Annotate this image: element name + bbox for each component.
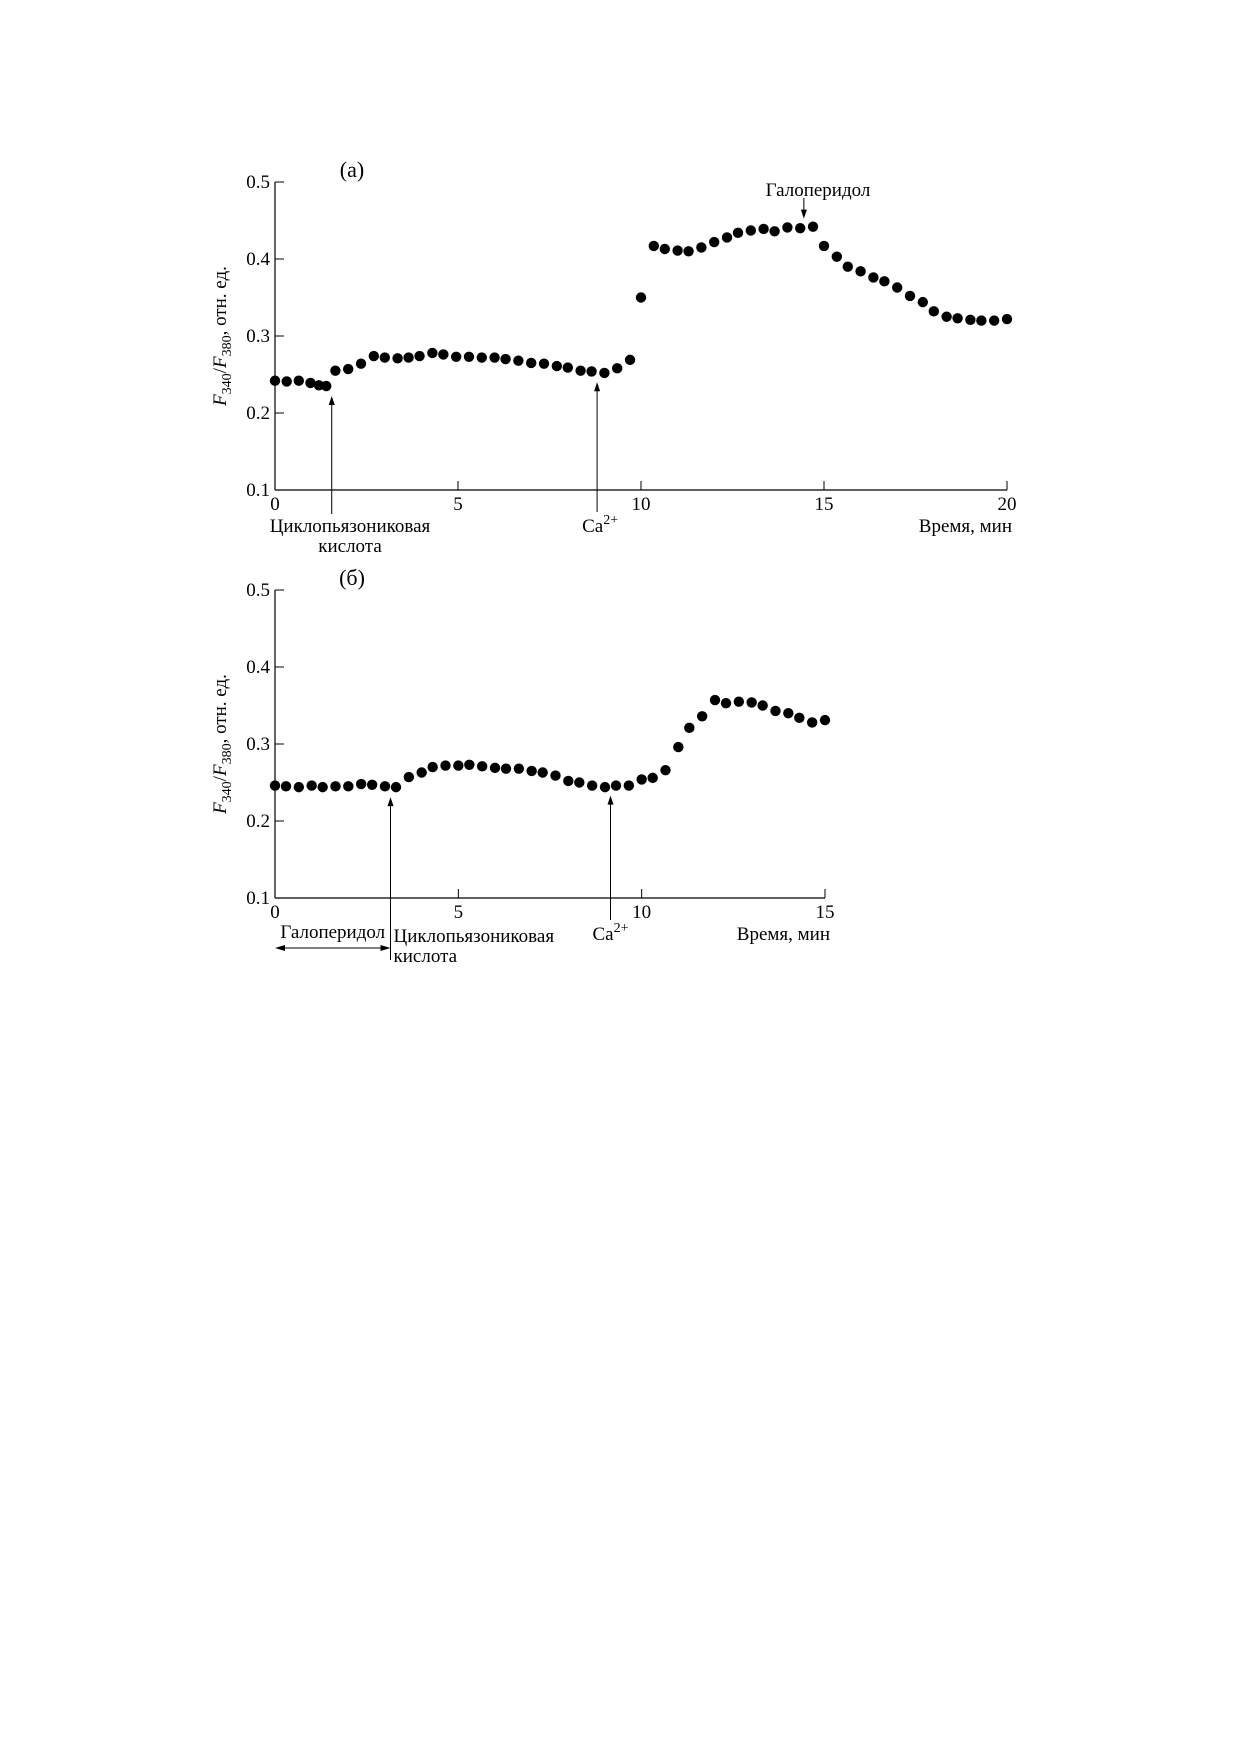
panel-b-ylabel-slash: / <box>210 776 231 782</box>
panel-a-data-point <box>746 225 756 235</box>
panel-a-halo-arrow-head <box>801 210 807 219</box>
panel-b-data-point <box>343 781 353 791</box>
panel-a-y-axis-label <box>210 266 235 407</box>
panel-a-data-point <box>282 376 292 386</box>
panel-a-data-point <box>989 315 999 325</box>
panel-a-y-tick-label: 0.3 <box>246 326 270 347</box>
panel-b-data-point <box>746 697 756 707</box>
panel-a-data-point <box>769 226 779 236</box>
panel-b-data-point <box>501 763 511 773</box>
panel-a-ca-label <box>582 513 618 537</box>
panel-b-data-point <box>636 774 646 784</box>
panel-b-data-point <box>794 713 804 723</box>
panel-a-data-point <box>625 355 635 365</box>
panel-b-ylabel-sub2: 380 <box>220 743 235 765</box>
panel-b-data-point <box>427 762 437 772</box>
panel-a-data-point <box>696 242 706 252</box>
panel-b-x-axis-label: Время, мин <box>736 924 830 945</box>
panel-a-data-point <box>782 222 792 232</box>
panel-a-ylabel-f1: F <box>210 394 231 406</box>
panel-b-data-point <box>537 767 547 777</box>
panel-b-y-axis-label <box>210 674 235 815</box>
panel-b-data-point <box>526 766 536 776</box>
panel-a-chart <box>210 157 1017 557</box>
panel-a-data-point <box>758 224 768 234</box>
panel-b-data-point <box>416 767 426 777</box>
panel-a-y-tick-label: 0.4 <box>246 249 270 270</box>
panel-a-data-point <box>343 364 353 374</box>
panel-a-cpa-label-2: кислота <box>318 536 382 557</box>
panel-b-data-point <box>624 780 634 790</box>
panel-a-y-tick-label: 0.1 <box>246 480 270 501</box>
panel-a-ylabel-rest: , отн. ед. <box>210 266 231 336</box>
panel-b-halo-span-left-head <box>275 945 285 951</box>
panel-b-ylabel-sub1: 340 <box>220 781 235 803</box>
panel-a-data-point <box>649 241 659 251</box>
panel-a-data-point <box>795 223 805 233</box>
panel-a-data-point <box>464 352 474 362</box>
panel-b-data-point <box>673 742 683 752</box>
panel-b-data-point <box>440 760 450 770</box>
panel-a-data-point <box>941 312 951 322</box>
panel-b-data-point <box>697 711 707 721</box>
panel-a-data-point <box>414 351 424 361</box>
panel-b-data-point <box>391 782 401 792</box>
panel-a-data-point <box>356 359 366 369</box>
panel-b-data-point <box>807 717 817 727</box>
panel-b-data-point <box>367 780 377 790</box>
panel-b-data-point <box>783 708 793 718</box>
panel-b-data-point <box>734 696 744 706</box>
panel-a-x-tick-label: 10 <box>631 494 651 515</box>
panel-a-ylabel-sub1: 340 <box>220 373 235 395</box>
panel-b-data-point <box>306 780 316 790</box>
panel-b-cpa-arrow-head <box>388 797 394 806</box>
panel-b-chart <box>210 565 835 967</box>
panel-a-data-point <box>660 244 670 254</box>
panel-a-data-point <box>489 352 499 362</box>
panel-b-data-point <box>281 781 291 791</box>
panel-a-data-point <box>683 246 693 256</box>
panel-b-ca-sup: 2+ <box>613 921 629 936</box>
panel-a-data-point <box>438 349 448 359</box>
panel-a-ylabel-slash: / <box>210 368 231 374</box>
panel-b-x-tick-label: 0 <box>270 902 280 923</box>
panel-a-x-axis-label: Время, мин <box>918 516 1012 537</box>
panel-a-data-point <box>575 365 585 375</box>
panel-a-data-point <box>599 368 609 378</box>
panel-b-y-tick-label: 0.2 <box>246 811 270 832</box>
panel-a-data-point <box>500 354 510 364</box>
panel-a-data-point <box>879 276 889 286</box>
panel-b-data-point <box>770 706 780 716</box>
panel-b-data-point <box>710 695 720 705</box>
panel-a-data-point <box>976 315 986 325</box>
panel-a-data-point <box>843 262 853 272</box>
panel-b-data-point <box>757 700 767 710</box>
panel-a-data-point <box>369 351 379 361</box>
panel-b-ca-arrow-head <box>608 796 614 805</box>
panel-a-data-point <box>952 313 962 323</box>
panel-a-x-tick-label: 5 <box>453 494 463 515</box>
panel-b-data-point <box>574 777 584 787</box>
panel-b-data-point <box>464 760 474 770</box>
panel-a-ylabel-sub2: 380 <box>220 335 235 357</box>
panel-b-x-tick-label: 10 <box>632 902 652 923</box>
panel-b-data-point <box>647 773 657 783</box>
panel-b-data-point <box>356 779 366 789</box>
panel-b-x-tick-label: 5 <box>453 902 464 923</box>
panel-a-data-point <box>539 359 549 369</box>
panel-a-y-tick-label: 0.2 <box>246 403 270 424</box>
panel-b-cpa-label-2: кислота <box>393 946 458 967</box>
panel-a-data-point <box>563 362 573 372</box>
panel-b-y-tick-label: 0.4 <box>246 657 270 678</box>
panel-a-data-point <box>451 352 461 362</box>
panel-b-data-point <box>317 782 327 792</box>
panel-a-data-point <box>427 348 437 358</box>
panel-b-data-point <box>550 770 560 780</box>
panel-b-ylabel-f1: F <box>210 802 231 814</box>
panel-b-y-tick-label: 0.1 <box>246 888 270 909</box>
panel-a-data-point <box>330 365 340 375</box>
panel-a-data-point <box>1002 314 1012 324</box>
panel-b-data-point <box>684 723 694 733</box>
panel-a-data-point <box>733 228 743 238</box>
panel-b-data-point <box>600 782 610 792</box>
panel-a-data-point <box>819 241 829 251</box>
panel-b-data-point <box>490 763 500 773</box>
panel-a-data-point <box>929 306 939 316</box>
panel-a-data-point <box>855 266 865 276</box>
panel-a-data-point <box>380 352 390 362</box>
panel-b-halo-label: Галоперидол <box>280 922 386 943</box>
panel-b-ca-base: Ca <box>592 924 614 945</box>
panel-a-data-point <box>722 232 732 242</box>
panel-a-ca-base: Ca <box>582 516 604 537</box>
panel-b-data-point <box>380 781 390 791</box>
panel-a-data-point <box>672 245 682 255</box>
panel-b-data-point <box>477 761 487 771</box>
panel-a-data-point <box>868 272 878 282</box>
panel-b-halo-span-right-head <box>381 945 391 951</box>
panel-a-data-point <box>403 352 413 362</box>
panel-b-data-point <box>294 782 304 792</box>
panel-a-data-point <box>612 363 622 373</box>
panel-a-data-point <box>905 291 915 301</box>
panel-a-data-point <box>552 361 562 371</box>
panel-a-data-point <box>586 366 596 376</box>
panel-b-data-point <box>270 780 280 790</box>
panel-a-y-tick-label: 0.5 <box>246 172 270 193</box>
panel-a-label: (а) <box>339 157 365 182</box>
panel-a-cpa-label-1: Циклопьязониковая <box>269 516 431 537</box>
panel-a-data-point <box>526 358 536 368</box>
panel-a-x-tick-label: 20 <box>997 494 1017 515</box>
panel-b-y-tick-label: 0.5 <box>246 580 270 601</box>
panel-b-data-point <box>514 763 524 773</box>
panel-b-ylabel-f2: F <box>210 764 231 777</box>
panel-a-data-point <box>321 381 331 391</box>
panel-b-data-point <box>660 765 670 775</box>
panel-a-halo-label: Галоперидол <box>765 180 871 201</box>
panel-b-data-point <box>404 772 414 782</box>
panel-b-y-tick-label: 0.3 <box>246 734 270 755</box>
panel-a-data-point <box>392 353 402 363</box>
panel-a-data-point <box>513 355 523 365</box>
panel-a-cpa-arrow-head <box>329 396 335 405</box>
panel-a-data-point <box>808 221 818 231</box>
panel-a-ylabel-f2: F <box>210 356 231 369</box>
panel-b-ylabel-rest: , отн. ед. <box>210 674 231 744</box>
panel-a-ca-arrow-head <box>594 382 600 391</box>
panel-b-x-tick-label: 15 <box>815 902 835 923</box>
panel-b-ca-label <box>593 921 629 945</box>
panel-a-data-point <box>965 315 975 325</box>
panel-b-data-point <box>330 781 340 791</box>
panel-a-data-point <box>477 352 487 362</box>
panel-b-data-point <box>820 715 830 725</box>
panel-b-data-point <box>721 698 731 708</box>
panel-a-data-point <box>636 292 646 302</box>
panel-a-data-point <box>709 237 719 247</box>
panel-a-data-point <box>270 375 280 385</box>
panel-a-data-point <box>832 251 842 261</box>
panel-a-data-point <box>294 375 304 385</box>
panel-a-x-tick-label: 0 <box>270 494 280 515</box>
panel-b-data-point <box>563 776 573 786</box>
panel-a-data-point <box>892 282 902 292</box>
panel-a-x-tick-label: 15 <box>814 494 834 515</box>
panel-b-data-point <box>587 780 597 790</box>
panel-b-data-point <box>611 780 621 790</box>
panel-b-data-point <box>453 760 463 770</box>
panel-b-label: (б) <box>339 565 365 590</box>
panel-a-data-point <box>918 297 928 307</box>
panel-b-cpa-label-1: Циклопьязониковая <box>393 926 555 947</box>
panel-a-ca-sup: 2+ <box>603 513 619 528</box>
